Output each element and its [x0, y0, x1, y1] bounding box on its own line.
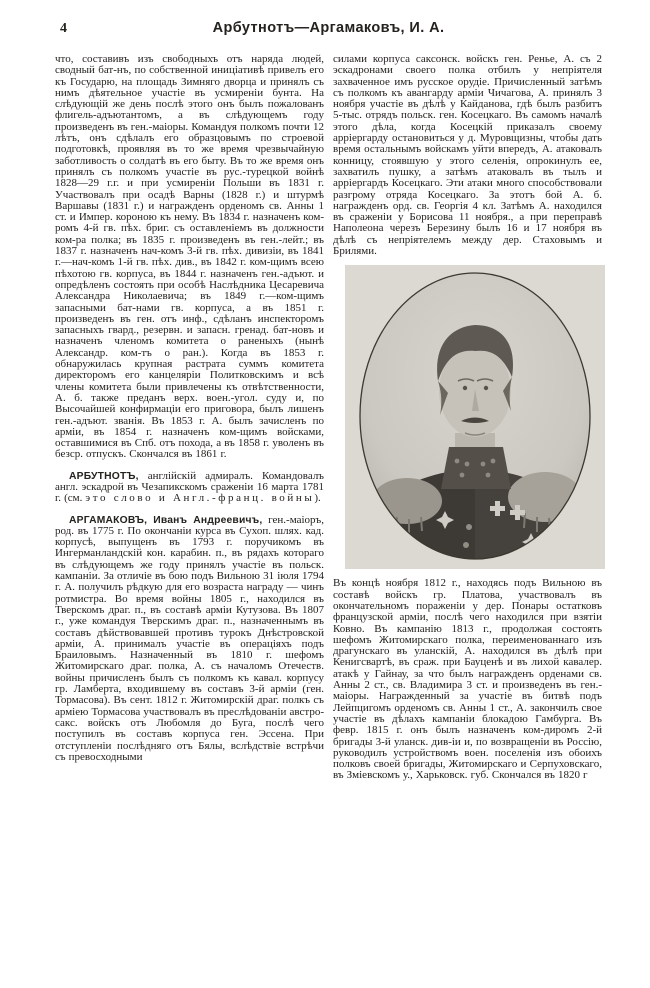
- entry-term-argamakov: АРГАМАКОВЪ, Иванъ Андреевичъ,: [69, 514, 263, 526]
- paragraph-above-portrait: силами корпуса саксонск. войскъ ген. Ренье, А. съ 2 эскадронами своего полка отбилъ у непріятеля захваченное имъ русское орудіе. Причисленный затѣмъ съ полкомъ къ авангарду арміи Чичагова, А. принялъ 3 ноября участіе въ дѣлѣ у Кайданова, гдѣ былъ разбитъ 5-тыс. отрядъ польск. ген. Косецкаго. Въ самомъ началѣ этого дѣла, когда Косецкій приказалъ своему арріергарду остановиться у д. Муровщизны, чтобы дать время остальнымъ войскамъ уйти впередъ, А. атаковалъ конницу, стоявшую у этого селенія, опрокинулъ ее, захватилъ пушку, а затѣмъ атаковалъ въ тылъ и арріергардъ Косецкаго. Эти атаки много способствовали разгрому отряда Косецкаго. За этотъ бой А. б. награжденъ орд. св. Георгія 4 кл. Затѣмъ А. находился въ сраженіи у Борисова 11 ноября., а при переправѣ Наполеона черезъ Березину былъ 16 и 17 ноября въ дѣлѣ съ непріятелемъ между дер. Стаховымъ и Брилями.: [333, 53, 602, 258]
- paragraph-below-portrait: Въ концѣ ноября 1812 г., находясь подъ Вильною въ составѣ войскъ гр. Платова, участвовалъ въ окончательномъ пораженіи у дер. Понары остатковъ французской арміи, послѣ чего находился при взятіи Ковно. Въ кампанію 1813 г., продолжая состоять шефомъ Житомирскаго полка, переименованнаго изъ драгунскаго въ уланскій, А. находился въ дѣлѣ при Кенигсвартѣ, въ сраж. при Бауценѣ и въ лихой кавалер. атакѣ у Гайнау, за что былъ награжденъ орденами св. Анны 2 ст., св. Владимира 3 ст. и произведенъ въ ген.-маіоры. Награжденный за участіе въ битвѣ подъ Лейпцигомъ орденомъ св. Анны 1 ст., А. закончилъ свое участіе въ дѣлахъ кампаніи блокадою Гамбурга. Въ февр. 1815 г. онъ былъ назначенъ ком-диромъ 2-й бригады 3-й уланск. див-іи и, по возвращеніи въ Россію, руководилъ устройствомъ воен. поселенія изъ обоихъ полковъ своей бригады, Житомирскаго и Серпуховскаго, въ Зміевскомъ у., Харьковск. губ. Скончался въ 1820 г: [333, 577, 602, 782]
- paragraph-continuation-previous-article: что, составивъ изъ свободныхъ отъ наряда людей, сводный бат-нъ, по собственной иниціативѣ привелъ его къ Государю, на площадь Зимняго дворца и принялъ съ нимъ дѣятельное участіе въ усмиреніи бунта. На слѣдующій же день послѣ этого онъ былъ пожалованъ флигель-адъютантомъ, а въ слѣдующемъ году произведенъ въ ген.-маіоры. Командуя полкомъ почти 12 лѣтъ, онъ сдѣлалъ его образцовымъ по строевой подготовкѣ, проявляя въ то же время чрезвычайную заботливость о солдатѣ въ его быту. Въ то же время онъ принялъ съ полкомъ участіе въ рус.-турецкой войнѣ 1828—29 г.г. и при усмиреніи Польши въ 1831 г. Участвовалъ при осадѣ Варны (1828 г.) и штурмѣ Варшавы (1831 г.) и награжденъ орденомъ св. Анны 1 ст. и Импер. короною къ нему. Въ 1834 г. назначенъ ком-ромъ 4-й гв. пѣх. бриг. съ оставленіемъ въ должности ком-ра полка; въ 1835 г. произведенъ въ ген.-лейт.; въ 1837 г. назначенъ нач-комъ 3-й гв. пѣх. дивизіи, въ 1841 г.—нач-комъ 1-й гв. пѣх. див., въ 1842 г. ком-щимъ всею пѣхотою гв. корпуса, въ 1844 г. назначенъ ген.-адъют. и опредѣленъ состоять при особѣ Наслѣдника Цесаревича Александра Николаевича; въ 1849 г.—ком-щимъ запасными бат-нами гв. корпуса, а въ 1851 г. произведенъ въ ген. отъ инф., сдѣланъ инспекторомъ запасныхъ гвард., резервн. и запасн. гренад. бат-новъ и назначенъ членомъ комитета о раненыхъ (нынѣ Александр. ком-тъ о ран.). Когда въ 1853 г. обнаружилась крупная растрата суммъ комитета директоромъ его канцеляріи Политковскимъ и всѣ члены комитета были привлечены къ отвѣтственности, А. б. также преданъ верх. воен.-угол. суду и, по Высочайшей конфирмаціи его приговора, былъ лишенъ ген.-адъют. званія. Въ 1853 г. А. былъ зачисленъ по арміи, въ 1854 г. назначенъ ком-щимъ войсками, оставшимися въ Спб. отъ похода, а въ 1858 г. уволенъ въ безср. отпускъ. Скончался въ 1861 г.: [55, 53, 324, 461]
- page-header: [55, 20, 602, 40]
- entry-term-arbutnot: АРБУТНОТЪ,: [69, 470, 139, 482]
- two-column-text-block: [55, 54, 602, 782]
- left-column: [55, 54, 324, 782]
- entry-arbutnot: [55, 471, 324, 505]
- page-number: 4: [60, 21, 67, 36]
- entry-argamakov-text: ген.-маіоръ, род. въ 1775 г. По окончаніи курса въ Сухоп. шлях. кад. корпусѣ, выпущенъ въ 1793 г. поручикомъ въ Ингерманландскій кон. карабин. п., въ рядахъ котораго въ слѣдующемъ же году принялъ участіе въ польск. кампаніи. За отличіе въ бою подъ Вильною 31 іюля 1794 г. А. получилъ рѣдкую для его возраста награду — чинъ ротмистра. Во время войны 1805 г., находился въ Тверскомъ драг. п., въ составѣ арміи Кутузова. Въ 1807 г., уже командуя Тверскимъ драг. п., назначеннымъ въ составъ дѣйствовавшей противъ турокъ Днѣстровской арміи, А. принималъ участіе въ операціяхъ подъ Браиловымъ. Назначенный въ 1810 г. шефомъ Житомирскаго драг. полка, А. съ началомъ Отечеств. войны причисленъ былъ съ полкомъ къ кавал. корпусу гр. Ламберта, входившему въ составъ 3-й арміи (ген. Тормасова). Въ сент. 1812 г. Житомирскій драг. полкъ съ арміею Тормасова участвовалъ въ преслѣдованіи австро-сакс. войскъ отъ Любомля до Буга, послѣ чего поступилъ въ составъ корпуса ген. Эссена. При отступленіи послѣдняго отъ Бялы, вслѣдствіе встрѣчи съ превосходными: [55, 513, 324, 763]
- entry-arbutnot-text: англійскій адмиралъ. Командовалъ англ. эскадрой въ Чезапикскомъ сраженіи 16 марта 1781 г. (см.: [55, 469, 324, 505]
- entry-arbutnot-text-tail: ).: [314, 492, 321, 505]
- entry-argamakov: [55, 515, 324, 764]
- right-column: [333, 54, 602, 782]
- entry-arbutnot-cross-reference: это слово и Англ.-франц. войны: [85, 492, 315, 505]
- running-head-title: Арбутнотъ—Аргамаковъ, И. А.: [212, 20, 445, 36]
- portrait-engraving: [345, 265, 605, 569]
- portrait-oval-engraving-icon: [345, 265, 605, 569]
